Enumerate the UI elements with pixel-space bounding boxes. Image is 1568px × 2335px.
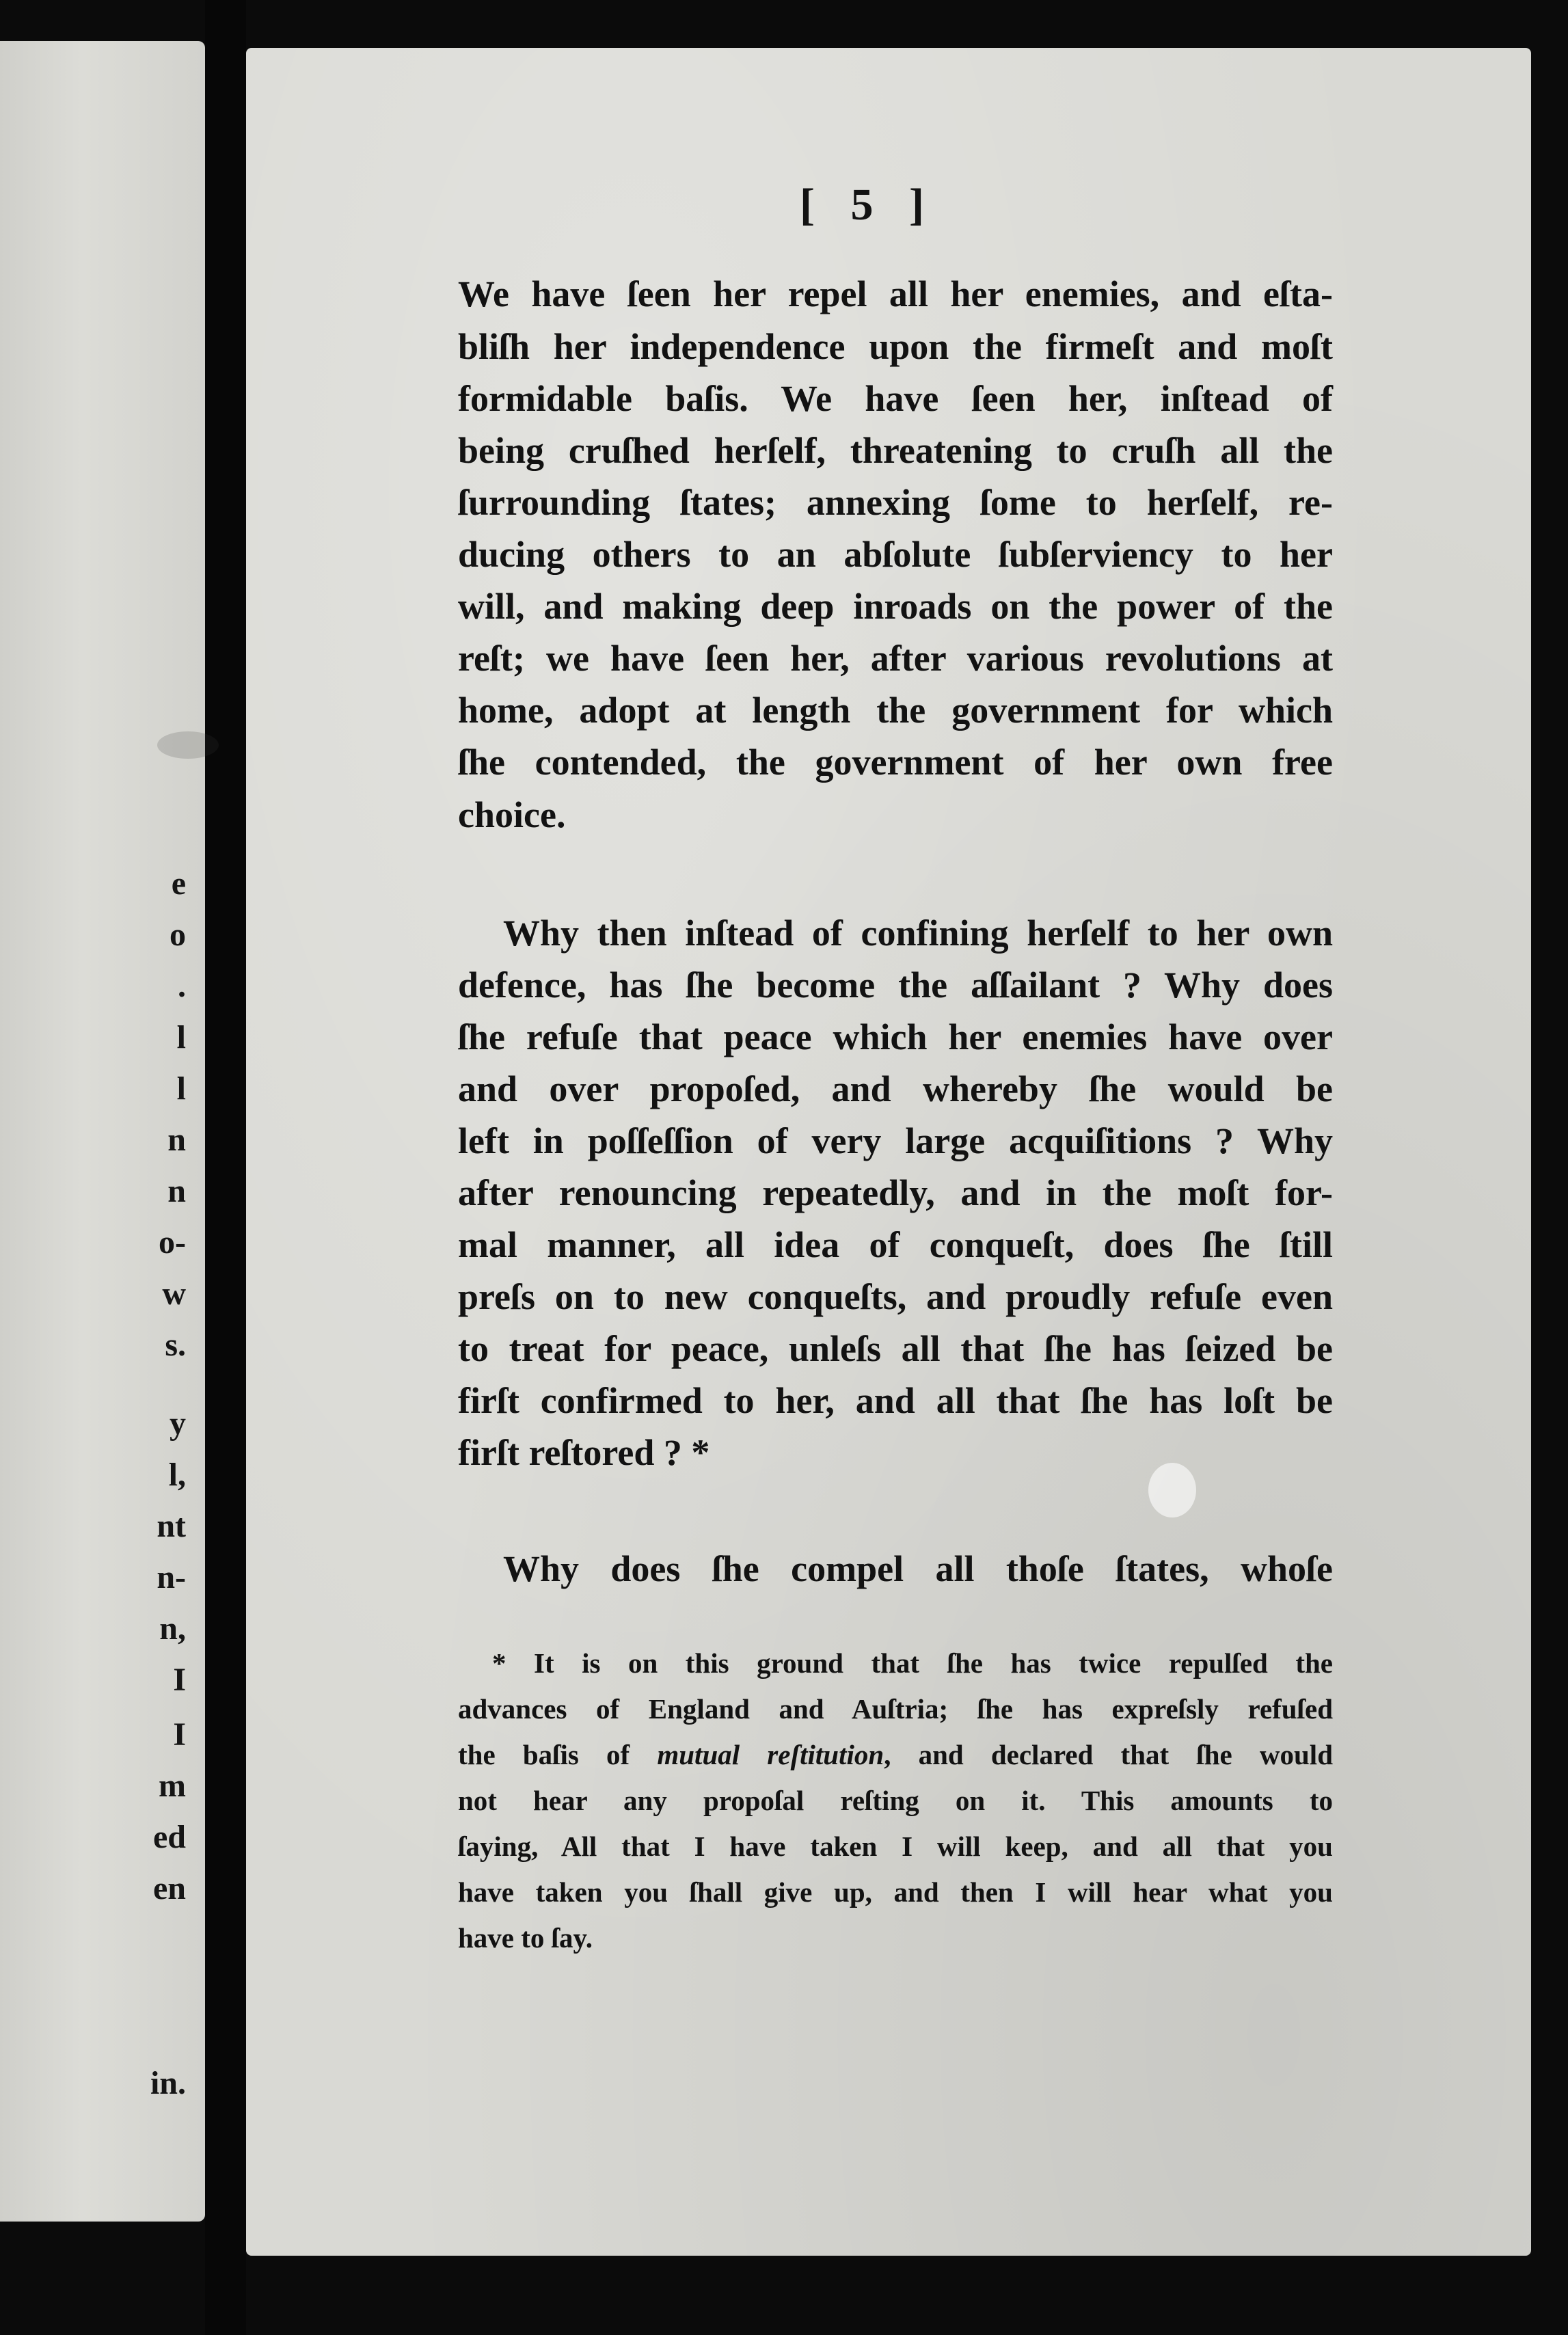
footnote-text: , and declared that ſhe would	[884, 1739, 1333, 1770]
paragraph-2-line: Why then inſtead of confining herſelf to her own	[503, 913, 1333, 954]
left-page-fragment: l,	[168, 1457, 186, 1493]
left-page-fragment: l	[176, 1070, 186, 1107]
paragraph-2-line: ſhe refuſe that peace which her enemies have over	[458, 1016, 1333, 1057]
footnote-line: not hear any propoſal reſting on it. This amounts to	[458, 1785, 1333, 1816]
left-page-fragment: n-	[157, 1559, 186, 1595]
footnote-line: have to ſay.	[458, 1922, 593, 1954]
paragraph-2-line: preſs on to new conqueſts, and proudly refuſe even	[458, 1276, 1333, 1317]
left-page-fragment: in.	[150, 2065, 186, 2101]
footnote-text: the baſis of	[458, 1739, 630, 1770]
paragraph-1-line: choice.	[458, 794, 566, 835]
left-page-fragment: n	[167, 1122, 186, 1158]
paragraph-2-line: defence, has ſhe become the aſſailant ? Why does	[458, 964, 1333, 1005]
left-page-fragment: .	[178, 968, 186, 1004]
left-page-fragment: en	[153, 1870, 186, 1906]
page-number: [ 5 ]	[800, 180, 936, 230]
paragraph-1-line: will, and making deep inroads on the power of the	[458, 586, 1333, 627]
paragraph-1-line: formidable baſis. We have ſeen her, inſtead of	[458, 378, 1333, 419]
footnote-line: * It is on this ground that ſhe has twice repulſed the	[492, 1647, 1333, 1679]
paragraph-1-line: ſurrounding ſtates; annexing ſome to herſelf, re-	[458, 482, 1333, 523]
paragraph-2-line: after renouncing repeatedly, and in the moſt for-	[458, 1172, 1333, 1213]
paragraph-1-line: We have ſeen her repel all her enemies, and eſta-	[458, 273, 1333, 314]
paragraph-1-line: ducing others to an abſolute ſubſerviency to her	[458, 534, 1333, 575]
ink-smudge	[157, 731, 219, 759]
left-page-fragment: y	[170, 1405, 186, 1442]
paragraph-2-line: firſt confirmed to her, and all that ſhe has loſt be	[458, 1380, 1333, 1421]
paragraph-2-line: to treat for peace, unleſs all that ſhe has ſeized be	[458, 1328, 1333, 1369]
paper-damage-spot	[1148, 1463, 1196, 1517]
footnote-line	[458, 1738, 1333, 1772]
left-page-fragment: e	[171, 865, 186, 902]
left-page-fragment: l	[176, 1019, 186, 1055]
left-page-fragment: I	[173, 1662, 186, 1698]
left-page-fragment: s.	[165, 1327, 186, 1363]
footnote-line: advances of England and Auſtria; ſhe has expreſsly refuſed	[458, 1693, 1333, 1725]
paragraph-1-line: reſt; we have ſeen her, after various revolutions at	[458, 638, 1333, 679]
paragraph-2-line: firſt reſtored ? *	[458, 1432, 710, 1473]
footnote-line: have taken you ſhall give up, and then I will hear what you	[458, 1876, 1333, 1908]
footnote-italic-phrase: mutual reſtitution	[657, 1739, 884, 1770]
paragraph-1-line: being cruſhed herſelf, threatening to cruſh all the	[458, 430, 1333, 471]
left-page-fragment: w	[162, 1276, 186, 1312]
left-page-fragment: o-	[159, 1224, 186, 1260]
paragraph-1-line: home, adopt at length the government for which	[458, 690, 1333, 731]
left-page-fragment: n,	[159, 1610, 186, 1647]
paragraph-2-line: and over propoſed, and whereby ſhe would be	[458, 1068, 1333, 1109]
footnote-line: ſaying, All that I have taken I will keep, and all that you	[458, 1831, 1333, 1862]
paragraph-1-line: ſhe contended, the government of her own free	[458, 742, 1333, 783]
left-page-fragment: I	[173, 1716, 186, 1753]
left-page-fragment: nt	[157, 1508, 186, 1544]
paragraph-2-line: mal manner, all idea of conqueſt, does ſhe ſtill	[458, 1224, 1333, 1265]
left-page-fragment: ed	[153, 1819, 186, 1855]
left-page-fragment: o	[170, 917, 186, 953]
paragraph-1-line: bliſh her independence upon the firmeſt and moſt	[458, 326, 1333, 367]
left-page-fragment: m	[159, 1768, 186, 1804]
left-page-edge	[0, 41, 205, 2222]
paragraph-3-line: Why does ſhe compel all thoſe ſtates, whoſe	[503, 1548, 1333, 1589]
left-page-fragment: n	[167, 1173, 186, 1209]
book-gutter	[205, 0, 246, 2335]
paragraph-2-line: left in poſſeſſion of very large acquiſitions ? Why	[458, 1120, 1333, 1161]
